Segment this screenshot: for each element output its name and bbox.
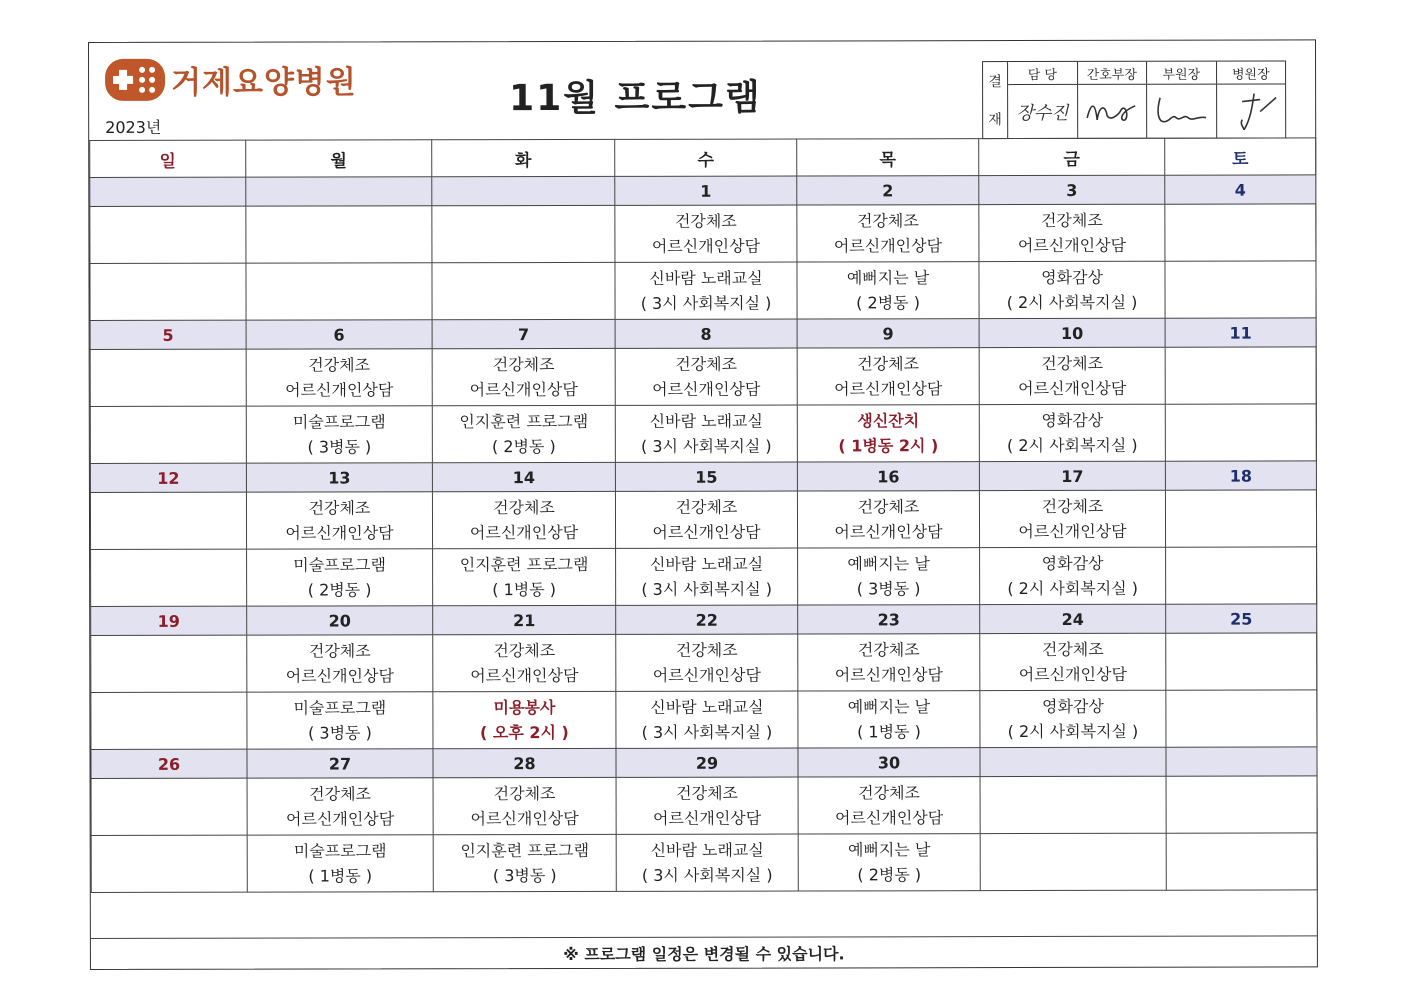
date-cell: 28 [433,748,616,777]
activity-line: ( 오후 2시 ) [480,722,569,743]
calendar-table [89,137,1318,893]
activity-line: 어르신개인상담 [1018,664,1127,685]
activity-line: 어르신개인상담 [834,808,944,828]
date-cell: 26 [91,749,247,778]
activity-line: ( 3시 사회복지실 ) [640,436,772,456]
date-cell: 7 [432,319,615,348]
date-cell: 27 [247,749,433,778]
activity-line: ( 3병동 ) [308,723,372,743]
activity-line: ( 2병동 ) [491,437,556,457]
week-date-row [91,604,1317,636]
signature-director-icon [1220,89,1282,133]
activity-cell [1166,776,1317,833]
date-cell: 14 [432,462,615,491]
activity-row [90,490,1316,550]
activity-cell [433,834,616,891]
activity-line: 어르신개인상담 [285,380,394,400]
activity-cell [432,405,615,462]
activity-cell [247,635,433,692]
activity-line: 신바람 노래교실 [650,840,764,860]
activity-cell [90,206,246,263]
date-cell: 9 [797,319,979,348]
activity-line: 건강체조 [493,498,555,518]
hospital-logo [105,56,357,102]
activity-line: 어르신개인상담 [285,523,394,543]
activity-line: 어르신개인상담 [469,379,578,400]
activity-cell [980,776,1166,833]
date-cell: 1 [615,176,797,205]
activity-cell [979,347,1165,404]
date-cell [1166,747,1317,776]
activity-cell [980,690,1166,747]
approval-col-staff: 담 당 장수진 [1008,62,1078,138]
date-cell: 11 [1165,318,1316,347]
activity-line: 어르신개인상담 [1018,378,1127,399]
weekday-header [90,138,1316,178]
activity-cell [91,549,247,606]
approval-col-nursing: 간호부장 [1078,62,1148,138]
activity-line: 신바람 노래교실 [650,697,764,717]
activity-row [90,347,1316,407]
activity-cell [979,490,1165,547]
activity-cell [616,777,798,834]
activity-cell [979,261,1165,318]
activity-line: 어르신개인상담 [469,522,579,543]
activity-cell [798,691,980,748]
activity-line: 신바람 노래교실 [649,268,763,288]
activity-line: 예뻐지는 날 [847,554,930,574]
weekday-sat: 토 [1165,138,1316,175]
date-cell: 16 [797,462,979,491]
activity-line: 인지훈련 프로그램 [459,554,589,575]
activity-line: 예뻐지는 날 [846,268,930,288]
activity-line: 건강체조 [857,497,920,517]
date-cell: 23 [798,605,980,634]
activity-cell [1165,261,1316,318]
activity-cell [615,205,797,262]
date-cell: 25 [1166,604,1317,633]
activity-line: 건강체조 [308,355,371,375]
date-cell [246,177,432,206]
activity-cell [1165,347,1316,404]
activity-cell [432,348,615,405]
date-cell: 17 [979,461,1165,490]
activity-line: 어르신개인상담 [652,665,761,685]
activity-cell [432,491,615,548]
activity-cell [433,548,616,605]
activity-cell [798,634,980,691]
date-cell: 3 [979,175,1165,204]
activity-line: 인지훈련 프로그램 [459,411,589,432]
activity-line: ( 2시 사회복지실 ) [1006,292,1138,313]
activity-line: 영화감상 [1041,696,1104,717]
weekday-sun: 일 [90,140,246,177]
activity-line: 건강체조 [857,354,920,374]
activity-line: ( 2병동 ) [307,580,372,600]
activity-line: 미술프로그램 [293,555,386,575]
date-cell: 5 [90,320,246,349]
activity-row [91,833,1317,893]
activity-line: 건강체조 [857,640,920,660]
activity-cell [1165,490,1316,547]
activity-line: 건강체조 [1041,496,1104,517]
activity-line: 건강체조 [493,641,556,661]
approval-box [982,60,1286,139]
weekday-wed: 수 [615,139,797,176]
activity-cell [91,835,247,892]
activity-cell [246,206,432,263]
date-cell: 30 [798,748,980,777]
activity-line: 신바람 노래교실 [649,554,764,574]
approval-label: 결 재 [983,62,1008,138]
activity-line: 건강체조 [1041,353,1104,374]
activity-cell [798,834,980,891]
activity-line: 어르신개인상담 [1017,235,1127,256]
date-cell: 19 [91,606,247,635]
activity-line: 건강체조 [675,497,738,517]
week-date-row [90,175,1316,207]
activity-line: 예뻐지는 날 [847,840,931,860]
activity-line: 어르신개인상담 [285,809,395,829]
activity-cell [432,205,615,262]
activity-cell [980,633,1166,690]
activity-cell [432,262,615,319]
hospital-name: 거제요양병원 [171,64,357,101]
activity-cell [91,635,247,692]
date-cell: 18 [1165,461,1316,490]
activity-line: 예뻐지는 날 [847,697,931,717]
week-date-row [91,747,1317,779]
activity-cell [90,406,246,463]
date-cell: 6 [246,320,432,349]
activity-cell [1166,633,1317,690]
activity-line: ( 3시 사회복지실 ) [641,722,773,742]
activity-cell [247,692,433,749]
activity-line: 건강체조 [1040,210,1103,231]
activity-line: 영화감상 [1041,410,1104,431]
activity-line: 어르신개인상담 [834,379,943,399]
activity-line: ( 2병동 ) [856,293,920,313]
date-cell: 10 [979,318,1165,347]
weekday-tue: 화 [432,139,615,176]
activity-cell [616,691,798,748]
date-cell: 22 [616,605,798,634]
activity-row [91,633,1317,693]
activity-cell [797,348,979,405]
activity-line: 건강체조 [675,354,738,374]
activity-cell [90,492,246,549]
date-cell: 24 [980,604,1166,633]
activity-cell [1166,547,1317,604]
footer-note: ※ 프로그램 일정은 변경될 수 있습니다. [91,935,1317,969]
activity-line: 건강체조 [674,211,737,231]
activity-line: 건강체조 [492,355,555,375]
activity-line: ( 1병동 ) [308,866,373,886]
activity-cell [616,548,798,605]
calendar-body [90,175,1317,893]
activity-line: ( 3시 사회복지실 ) [641,865,773,885]
activity-cell [616,634,798,691]
activity-cell [1166,690,1317,747]
activity-line: 어르신개인상담 [470,808,579,829]
activity-cell [246,406,432,463]
activity-line: 어르신개인상담 [652,522,761,542]
activity-cell [615,405,797,462]
activity-line: 미술프로그램 [293,841,387,861]
date-cell: 29 [616,748,798,777]
activity-line: ( 2시 사회복지실 ) [1007,721,1139,742]
activity-line: ( 2병동 ) [857,865,922,885]
activity-cell [979,404,1165,461]
weekday-mon: 월 [246,140,432,177]
date-cell [90,177,246,206]
activity-cell [798,548,980,605]
activity-cell [798,777,980,834]
date-cell [432,176,615,205]
activity-cell [980,833,1166,890]
activity-line: 생신잔치 [857,411,920,431]
approval-col-director: 병원장 [1217,61,1286,137]
activity-cell [246,263,432,320]
calendar-sheet [88,39,1318,970]
activity-line: 미술프로그램 [292,412,386,432]
date-cell: 21 [433,605,616,634]
date-cell: 15 [615,462,797,491]
page-title: 11월 프로그램 [509,77,762,120]
activity-cell [246,349,432,406]
activity-cell [247,549,433,606]
activity-cell [91,692,247,749]
date-cell: 13 [246,463,432,492]
activity-cell [979,204,1165,261]
signature-nursing-icon [1081,91,1143,131]
activity-line: 어르신개인상담 [285,666,394,686]
activity-cell [1166,833,1317,890]
activity-line: 건강체조 [856,211,919,231]
activity-cell [1165,204,1316,261]
activity-line: 영화감상 [1041,267,1103,288]
activity-line: 어르신개인상담 [833,236,943,256]
activity-cell [797,205,979,262]
activity-line: ( 3시 사회복지실 ) [640,293,772,313]
activity-row [91,690,1317,750]
cross-icon [105,58,165,100]
activity-line: 영화감상 [1041,553,1104,574]
activity-row [90,404,1316,464]
activity-cell [616,834,798,891]
activity-cell [615,348,797,405]
weekday-fri: 금 [979,138,1165,175]
activity-line: 미용봉사 [493,698,556,718]
activity-cell [797,405,979,462]
activity-row [90,261,1316,321]
activity-line: 건강체조 [675,640,738,660]
activity-line: 어르신개인상담 [652,379,761,399]
activity-cell [247,835,433,892]
activity-row [91,776,1317,836]
activity-line: 미술프로그램 [293,698,387,718]
activity-line: 어르신개인상담 [1018,521,1127,542]
date-cell: 12 [90,463,246,492]
week-date-row [90,318,1316,350]
activity-line: ( 2시 사회복지실 ) [1006,435,1138,456]
activity-line: ( 3병동 ) [856,579,921,599]
activity-cell [246,492,432,549]
signature-staff: 장수진 [1016,102,1069,124]
activity-line: 건강체조 [309,784,372,804]
activity-line: 신바람 노래교실 [649,411,763,431]
activity-line: ( 2시 사회복지실 ) [1007,578,1138,599]
activity-line: 어르신개인상담 [834,665,943,685]
activity-cell [615,491,797,548]
date-cell: 8 [615,319,797,348]
activity-cell [615,262,797,319]
activity-line: ( 3병동 ) [307,437,372,457]
weekday-thu: 목 [797,139,979,176]
date-cell: 20 [247,606,433,635]
signature-vice-icon [1150,91,1212,131]
activity-line: 어르신개인상담 [651,236,761,256]
activity-cell [980,547,1166,604]
activity-line: ( 3병동 ) [492,866,557,886]
activity-line: ( 1병동 ) [857,722,921,742]
date-cell: 4 [1165,175,1316,204]
activity-cell [1165,404,1316,461]
activity-cell [91,778,247,835]
activity-line: 건강체조 [308,498,371,518]
activity-line: 어르신개인상담 [652,808,762,828]
activity-row [90,204,1316,264]
activity-line: 건강체조 [858,783,921,803]
activity-row [91,547,1317,607]
activity-cell [90,263,246,320]
activity-line: 건강체조 [308,641,371,661]
activity-line: 건강체조 [493,784,556,804]
activity-line: 인지훈련 프로그램 [460,840,590,861]
activity-cell [797,262,979,319]
activity-cell [797,491,979,548]
approval-col-vice: 부원장 [1147,62,1217,138]
activity-cell [433,777,616,834]
week-date-row [90,461,1316,493]
activity-line: ( 3시 사회복지실 ) [641,579,772,599]
activity-line: 건강체조 [676,783,739,803]
year-label: 2023년 [105,117,162,137]
activity-line: 어르신개인상담 [834,522,943,542]
activity-line: ( 1병동 2시 ) [838,436,939,456]
activity-cell [433,634,616,691]
activity-cell [433,691,616,748]
activity-cell [90,349,246,406]
activity-line: 어르신개인상담 [470,665,579,686]
date-cell: 2 [797,176,979,205]
activity-line: 건강체조 [1041,639,1104,660]
activity-cell [247,778,433,835]
activity-line: ( 1병동 ) [492,580,557,600]
date-cell [980,747,1166,776]
